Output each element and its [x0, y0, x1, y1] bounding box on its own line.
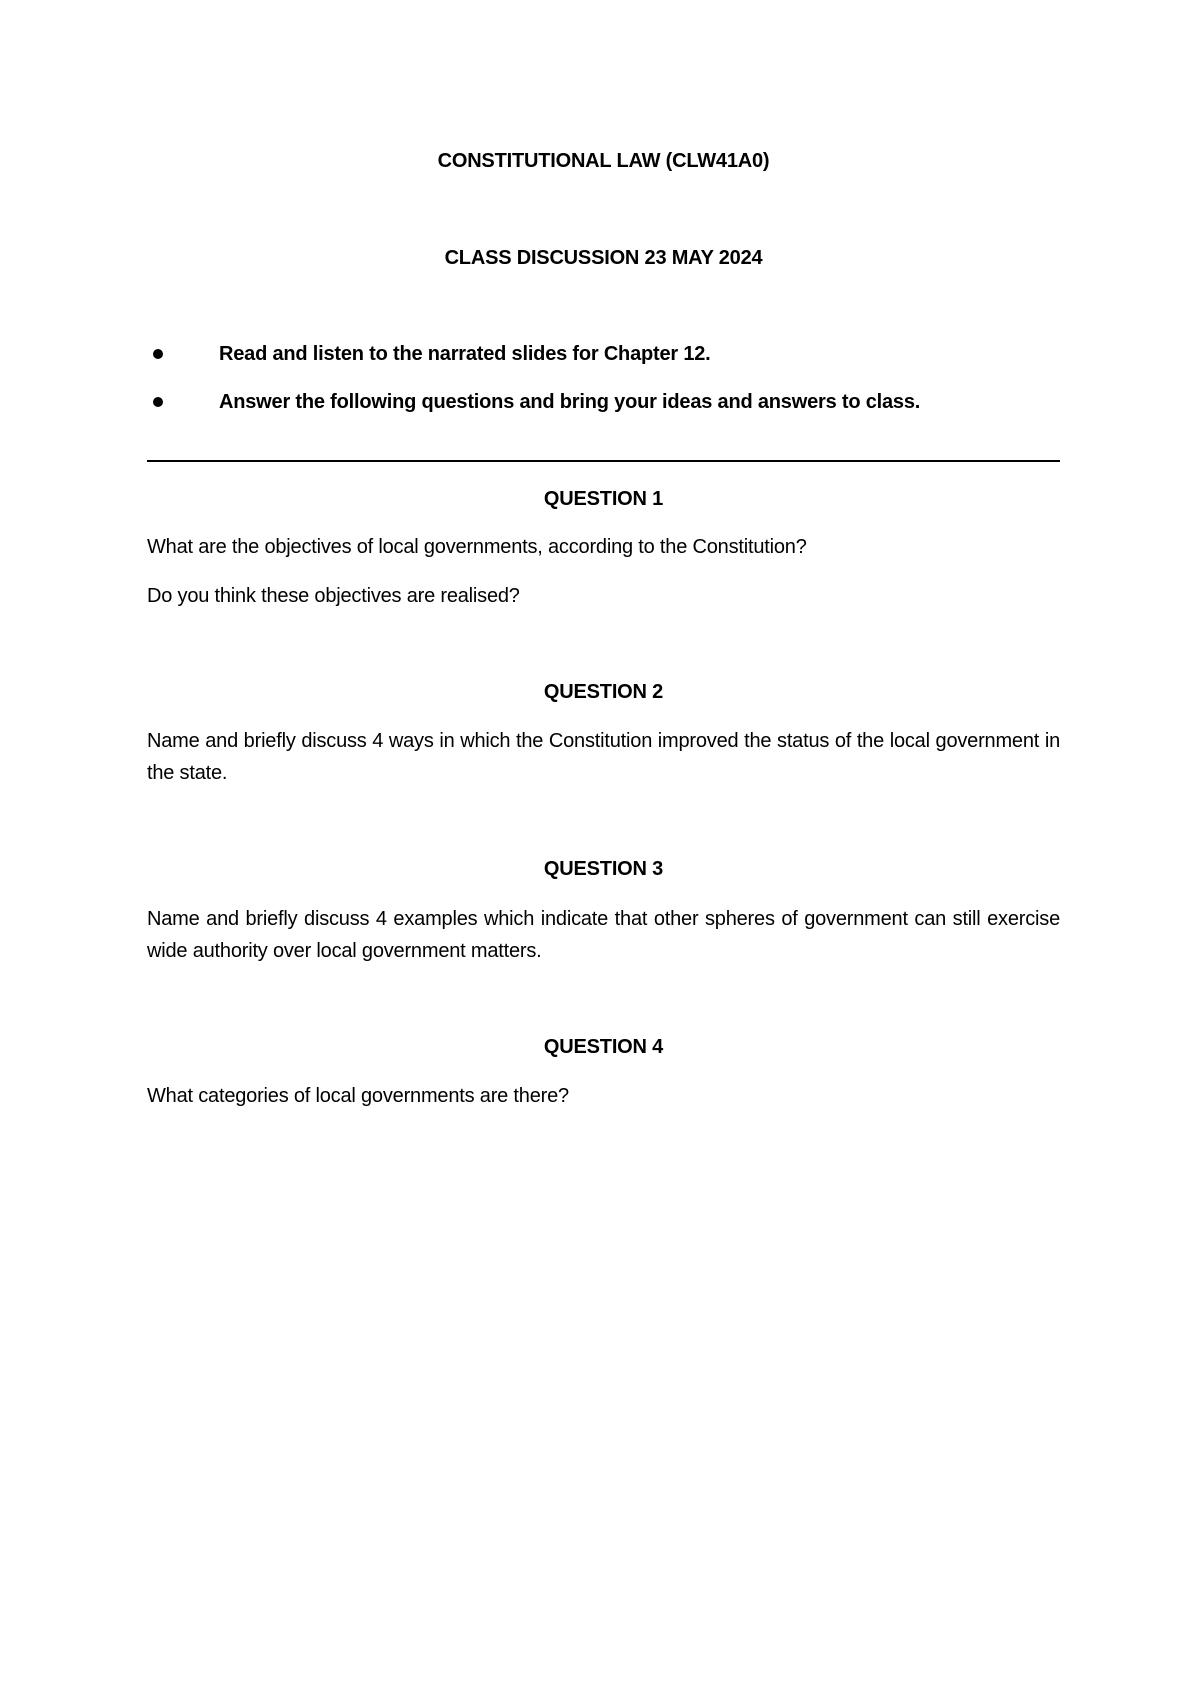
question-text: Do you think these objectives are realised? — [147, 585, 520, 607]
instruction-text: Answer the following questions and bring your ideas and answers to class. — [219, 391, 921, 413]
bullet-icon — [153, 397, 163, 407]
question-text: Name and briefly discuss 4 ways in which the Constitution improved the status of the local government in the state. — [147, 730, 1060, 784]
discussion-title: CLASS DISCUSSION 23 MAY 2024 — [444, 247, 763, 269]
question-heading: QUESTION 2 — [543, 681, 664, 703]
instruction-text: Read and listen to the narrated slides for Chapter 12. — [219, 343, 711, 365]
question-heading: QUESTION 1 — [543, 488, 664, 510]
question-heading: QUESTION 3 — [543, 858, 664, 880]
course-title: CONSTITUTIONAL LAW (CLW41A0) — [437, 150, 770, 172]
horizontal-rule — [147, 460, 1060, 462]
question-text: What categories of local governments are there? — [147, 1085, 569, 1107]
question-heading: QUESTION 4 — [543, 1036, 664, 1058]
bullet-icon — [153, 349, 163, 359]
question-text: Name and briefly discuss 4 examples which indicate that other spheres of government can still exercise wide authority over local government matters. — [147, 908, 1060, 962]
question-text: What are the objectives of local governments, according to the Constitution? — [147, 536, 807, 558]
